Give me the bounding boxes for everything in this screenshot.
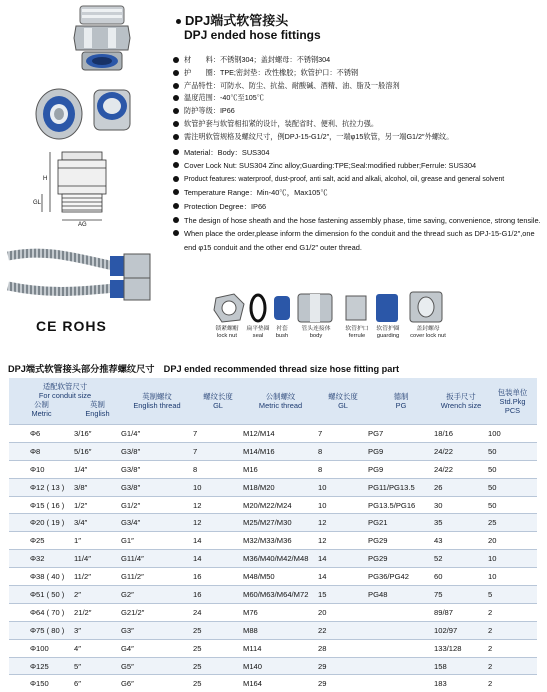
table-cell: 3/16″ [74,425,121,443]
fitting-photo-top [72,4,132,74]
table-row [9,675,537,692]
table-row [9,460,537,478]
part-en: body [309,332,323,339]
table-cell: 26 [434,478,488,496]
col-gl-2 [318,378,368,425]
table-cell: 10 [318,496,368,514]
table-cell: G5″ [121,657,193,675]
part-cn: 盖封螺母 [416,326,440,332]
table-cell: Φ12 ( 13 ) [9,478,74,496]
table-cell: 7 [318,425,368,443]
spec-cn-item [172,92,544,105]
table-cell: 24/22 [434,442,488,460]
table-cell: Φ38 ( 40 ) [9,568,74,586]
table-cell: 7 [193,442,243,460]
header-en: English [85,409,110,418]
dim-label-h: H [43,176,48,182]
spec-cn-item [172,67,544,80]
header-en: GL [338,401,348,410]
table-cell: 24 [193,603,243,621]
bullet-icon [173,162,179,168]
table-cell: 8 [318,460,368,478]
table-cell: Φ8 [9,442,74,460]
table-row [9,532,537,550]
table-cell: 20 [318,603,368,621]
part-label-guarding [370,326,406,339]
table-cell: Φ10 [9,460,74,478]
table-cell: G3/8″ [121,460,193,478]
table-cell: M48/M50 [243,568,318,586]
table-cell: PG21 [368,514,434,532]
part-cn: 软管护圈 [376,326,400,332]
table-cell: M60/M63/M64/M72 [243,586,318,604]
table-cell: Φ51 ( 50 ) [9,586,74,604]
dim-label-ag: AG [78,222,87,228]
part-cn: 扁平垫圈 [246,326,270,332]
table-cell: 10 [488,568,537,586]
table-cell: 24/22 [434,460,488,478]
col-pkg [488,378,537,425]
table-cell: PG7 [368,425,434,443]
part-label-ferrule [340,326,374,339]
table-cell: G3/4″ [121,514,193,532]
table-cell: PG9 [368,442,434,460]
table-cell: 52 [434,550,488,568]
bullet-icon [173,230,179,236]
spec-cn-item [172,118,544,131]
spec-cn-text: 产品特性：可防水、防尘、抗盐、耐酸碱、酒精、油、脂及一般溶剂 [184,80,400,90]
table-cell: 2 [488,657,537,675]
dim-label-gl: GL [33,200,42,206]
table-cell: 133/128 [434,639,488,657]
table-cell: PG48 [368,586,434,604]
header-cn: 公制 [34,400,49,409]
table-cell: 5/16″ [74,442,121,460]
table-row [9,603,537,621]
spec-cn-text: 材 料：不锈钢304；盖封螺母：不锈钢304 [184,55,331,64]
table-cell: 11/4″ [74,550,121,568]
table-cell: 2″ [74,586,121,604]
table-row [9,586,537,604]
table-cell: M12/M14 [243,425,318,443]
table-cell: Φ6 [9,425,74,443]
table-cell: 11/2″ [74,568,121,586]
table-cell: Φ75 ( 80 ) [9,621,74,639]
header-en: Metric [31,409,52,418]
table-cell [368,657,434,675]
table-cell: M14/M16 [243,442,318,460]
col-wrench [434,378,488,425]
spec-en-text: The design of hose sheath and the hose fastening assembly phase, time saving, convenience, strong tensile. [184,215,541,225]
col-metric-thread [243,378,318,425]
bullet-icon [173,83,179,89]
technical-drawing [30,148,140,230]
table-cell: M18/M20 [243,478,318,496]
table-cell: 16 [193,568,243,586]
table-cell: 60 [434,568,488,586]
table-cell: M16 [243,460,318,478]
table-cell: 20 [488,532,537,550]
table-cell: 12 [193,496,243,514]
header-cn: 英制螺纹 [142,392,172,401]
part-en: cover lock nut [410,332,446,339]
table-cell: 2 [488,603,537,621]
table-cell: 35 [434,514,488,532]
spec-en-text: Material：Body：SUS304 [184,147,270,157]
bullet-icon [173,189,179,195]
table-cell: 1/4″ [74,460,121,478]
header-en: Wrench size [440,401,482,410]
table-row [9,568,537,586]
part-cn: 衬套 [276,326,288,332]
table-row [9,514,537,532]
table-cell: 50 [488,478,537,496]
table-row [9,621,537,639]
table-cell: 29 [318,675,368,692]
table-cell: 10 [193,478,243,496]
spec-cn-text: 护 圈：TPE;密封垫：改性橡胶；软管护口：不锈钢 [184,67,359,77]
part-cn: 管头连接体 [301,326,331,332]
table-cell: G3″ [121,621,193,639]
table-cell: 5 [488,586,537,604]
part-label-body [294,326,338,339]
spec-en-item [172,173,544,187]
table-cell: 10 [318,478,368,496]
table-cell: 6″ [74,675,121,692]
table-cell [368,621,434,639]
table-cell: 2 [488,675,537,692]
header-cn: 适配软管尺寸 [42,382,88,391]
bullet-icon [173,149,179,155]
table-cell [368,603,434,621]
table-title: DPJ端式软管接头部分推荐螺纹尺寸 DPJ ended recommended thread size hose fitting part [8,364,400,374]
table-row [9,425,537,443]
col-gl-1 [193,378,243,425]
fitting-photo-angled [34,84,84,142]
table-cell: 5″ [74,657,121,675]
table-cell: M25/M27/M30 [243,514,318,532]
table-cell: 102/97 [434,621,488,639]
page-title-en: DPJ ended hose fittings [184,28,321,42]
table-cell: M114 [243,639,318,657]
table-cell: G3/8″ [121,478,193,496]
table-cell: 3/4″ [74,514,121,532]
bullet-icon [173,176,179,182]
fitting-photo-front [90,84,134,134]
header-en: Metric thread [258,401,303,410]
title-cn-text: DPJ端式软管接头 [185,13,289,28]
table-cell: Φ125 [9,657,74,675]
table-cell: 14 [193,550,243,568]
col-conduit [9,378,121,400]
table-cell: M88 [243,621,318,639]
table-cell: Φ32 [9,550,74,568]
header-cn: 螺纹长度 [203,392,233,401]
table-cell: PG11/PG13.5 [368,478,434,496]
table-cell: Φ150 [9,675,74,692]
table-cell [368,675,434,692]
table-cell: G1/4″ [121,425,193,443]
table-cell: 2 [488,621,537,639]
header-en: English thread [133,401,181,410]
table-cell: 14 [318,568,368,586]
table-cell: 50 [488,460,537,478]
bullet-icon [173,70,179,76]
table-cell: M20/M22/M24 [243,496,318,514]
spec-en-item [172,214,544,228]
table-cell: 28 [318,639,368,657]
table-cell: Φ25 [9,532,74,550]
col-pg [368,378,434,425]
table-cell: 7 [193,425,243,443]
table-cell: G11/2″ [121,568,193,586]
spec-en-item [172,146,544,160]
table-cell: 14 [193,532,243,550]
table-cell: 10 [488,550,537,568]
table-cell: 3/8″ [74,478,121,496]
page-title-cn [176,10,288,29]
table-cell: 89/87 [434,603,488,621]
bullet-icon [176,19,181,24]
table-cell: 50 [488,442,537,460]
table-cell: M140 [243,657,318,675]
bullet-icon [173,57,179,63]
parts-row [212,290,462,350]
header-cn: 英制 [90,400,105,409]
table-cell: M36/M40/M42/M48 [243,550,318,568]
table-cell: G1″ [121,532,193,550]
spec-en-text: Temperature Range：Min-40℃，Max105℃ [184,188,328,198]
table-cell: G3/8″ [121,442,193,460]
bullet-icon [173,108,179,114]
bullet-icon [173,134,179,140]
table-cell: 16 [193,586,243,604]
header-en: PCS [504,405,521,415]
spec-cn-item [172,54,544,67]
header-en: For conduit size [38,391,92,400]
hose-photo [6,240,166,310]
part-cn: 锁紧螺帽 [215,326,239,332]
header-cn: 包装单位 [497,387,528,397]
spec-cn-item [172,80,544,93]
table-cell: 25 [193,621,243,639]
table-cell: PG29 [368,550,434,568]
bullet-icon [173,217,179,223]
table-row [9,550,537,568]
table-cell: 4″ [74,639,121,657]
table-cell: PG9 [368,460,434,478]
table-cell: 21/2″ [74,603,121,621]
bullet-icon [173,121,179,127]
spec-cn-text: 软管护套与软管相扣紧的设计，装配省时、便利、抗拉力强。 [184,118,379,128]
spec-en-item [172,159,544,173]
table-cell: 3″ [74,621,121,639]
table-row [9,496,537,514]
table-cell: 12 [318,514,368,532]
spec-en-text: Cover Lock Nut: SUS304 Zinc alloy;Guarding:TPE;Seal:modified rubber;Ferrule: SUS304 [184,161,477,171]
table-cell: 30 [434,496,488,514]
table-cell: 100 [488,425,537,443]
table-cell [368,639,434,657]
header-en: GL [213,401,223,410]
spec-cn-item [172,105,544,118]
table-cell: PG36/PG42 [368,568,434,586]
table-cell: 29 [318,657,368,675]
table-cell: Φ64 ( 70 ) [9,603,74,621]
spec-en-item [172,200,544,214]
table-cell: G21/2″ [121,603,193,621]
table-cell: 25 [193,675,243,692]
table-cell: G1/2″ [121,496,193,514]
part-en: guarding [376,332,400,339]
table-row [9,442,537,460]
table-header-row [9,378,537,400]
part-en: lock nut [217,332,237,339]
table-cell: Φ100 [9,639,74,657]
table-row [9,478,537,496]
table-cell: Φ20 ( 19 ) [9,514,74,532]
bullet-icon [173,95,179,101]
col-english [74,400,121,425]
col-english-thread [121,378,193,425]
table-cell: G4″ [121,639,193,657]
table-row [9,657,537,675]
table-cell: 1/2″ [74,496,121,514]
spec-cn-text: 温度范围：-40℃至105℃ [184,93,264,103]
table-cell: 43 [434,532,488,550]
table-cell: 50 [488,496,537,514]
bullet-icon [173,203,179,209]
table-cell: 158 [434,657,488,675]
header-cn: 扳手尺寸 [446,392,476,401]
part-en: ferrule [348,332,366,339]
spec-cn-item [172,131,544,144]
part-label-cover-lock-nut [406,326,450,339]
table-cell: 15 [318,586,368,604]
table-cell: 2 [488,639,537,657]
table-cell: 8 [318,442,368,460]
spec-en-text: When place the order,please inform the dimension fo the conduit and the thread such as DPJ-15-G1/2″,one end φ15 conduit and the other end G1/2″ outer thread. [184,229,535,252]
header-en: Std.Pkg [499,396,526,406]
table-cell: M32/M33/M36 [243,532,318,550]
table-cell: PG29 [368,532,434,550]
col-metric [9,400,74,425]
table-cell: M164 [243,675,318,692]
header-cn: 公制螺纹 [265,392,296,401]
spec-cn-text: 防护等级：IP66 [184,106,235,116]
part-en: bush [275,332,289,339]
table-cell: 25 [193,657,243,675]
table-cell: 75 [434,586,488,604]
spec-list [172,54,544,254]
spec-cn-text: 需注明软管规格及螺纹尺寸，例DPJ-15-G1/2″，一端φ15软管，另一端G1/2″外螺纹。 [184,131,454,141]
table-body [9,425,537,692]
header-en: PG [395,401,407,410]
header-cn: 德制 [393,392,409,401]
table-cell: PG13.5/PG16 [368,496,434,514]
table-cell: Φ15 ( 16 ) [9,496,74,514]
table-cell: 14 [318,550,368,568]
spec-en-text: Protection Degree：IP66 [184,201,267,211]
header-cn: 螺纹长度 [328,392,358,401]
table-cell: 25 [488,514,537,532]
thread-size-table [9,378,537,692]
table-row [9,639,537,657]
table-cell: 12 [318,532,368,550]
table-cell: 25 [193,639,243,657]
table-cell: G2″ [121,586,193,604]
table-cell: 8 [193,460,243,478]
table-cell: 18/16 [434,425,488,443]
part-en: seal [252,332,264,339]
spec-en-item [172,186,544,200]
table-cell: M76 [243,603,318,621]
part-cn: 软管护口 [345,326,369,332]
table-cell: G11/4″ [121,550,193,568]
spec-en-item [172,227,544,254]
table-cell: 22 [318,621,368,639]
table-cell: 12 [193,514,243,532]
spec-en-text: Product features: waterproof, dust-proof, anti salt, acid and alkali, alcohol, oil, grease and general solvent [184,175,505,183]
certification-marks: CE ROHS [36,318,107,334]
table-cell: 1″ [74,532,121,550]
table-cell: G6″ [121,675,193,692]
table-cell: 183 [434,675,488,692]
